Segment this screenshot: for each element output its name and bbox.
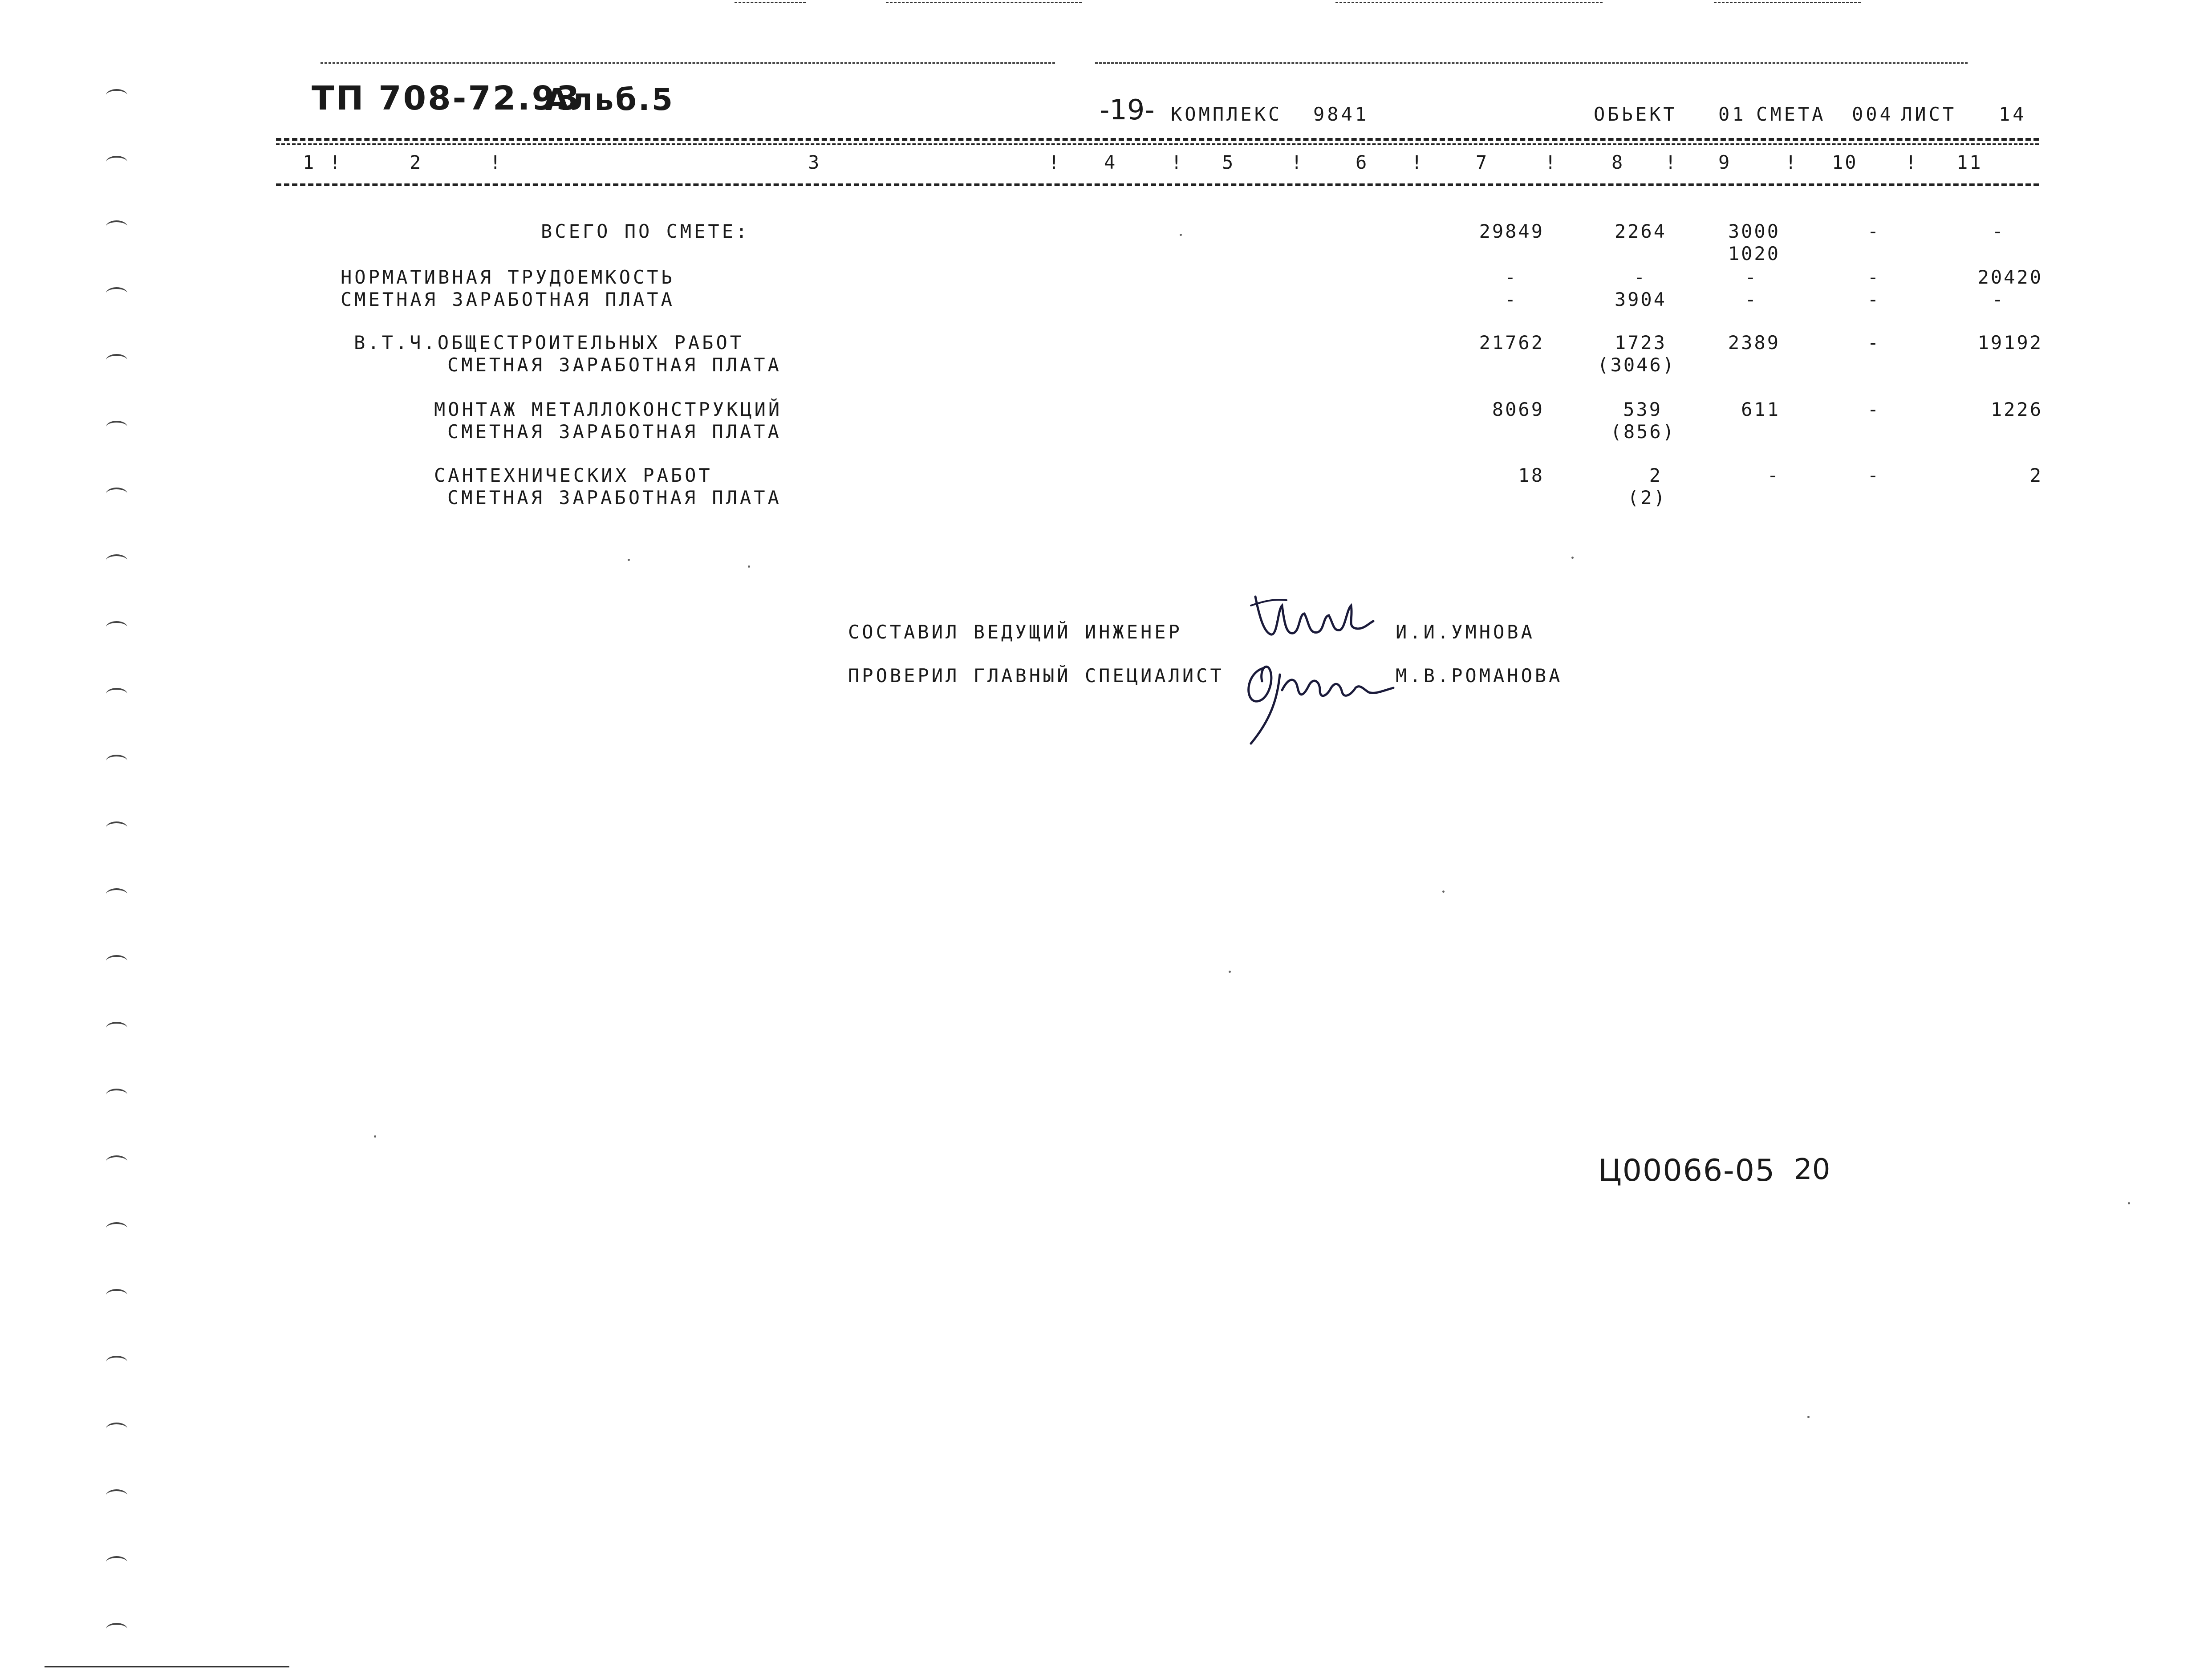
col-sep: ! xyxy=(1411,151,1423,173)
complex-value: 9841 xyxy=(1313,103,1369,125)
row-general-c10: - xyxy=(1867,332,1880,354)
row-metal-label: МОНТАЖ МЕТАЛЛОКОНСТРУКЦИЙ xyxy=(434,398,783,420)
row-metal-c8: 539 xyxy=(1623,398,1662,420)
row-labor-c9: - xyxy=(1745,266,1758,288)
punch-hole-mark xyxy=(106,1089,127,1101)
col-header-11: 11 xyxy=(1956,151,1983,173)
scan-speck xyxy=(628,559,630,561)
punch-hole-mark xyxy=(106,888,127,901)
punch-hole-mark xyxy=(106,89,127,102)
row-total-c7: 29849 xyxy=(1479,220,1544,242)
col-header-7: 7 xyxy=(1476,151,1489,173)
punch-hole-mark xyxy=(106,488,127,500)
col-sep: ! xyxy=(1171,151,1182,173)
punch-hole-mark xyxy=(106,688,127,700)
col-header-3: 3 xyxy=(808,151,821,173)
row-wage-c7: - xyxy=(1504,289,1518,310)
punch-hole-mark xyxy=(106,1289,127,1301)
row-wage-c10: - xyxy=(1867,289,1880,310)
row-total-label: ВСЕГО ПО СМЕТЕ: xyxy=(541,220,750,242)
edge-rule-3 xyxy=(1335,2,1603,3)
footer-number: 20 xyxy=(1794,1153,1830,1186)
row-wage-label: СМЕТНАЯ ЗАРАБОТНАЯ ПЛАТА xyxy=(341,289,675,310)
row-general-c7: 21762 xyxy=(1479,332,1544,354)
row-labor-label: НОРМАТИВНАЯ ТРУДОЕМКОСТЬ xyxy=(341,266,675,288)
punch-hole-mark xyxy=(106,354,127,366)
checked-label: ПРОВЕРИЛ ГЛАВНЫЙ СПЕЦИАЛИСТ xyxy=(848,665,1224,687)
scan-speck xyxy=(748,565,750,568)
row-general-c11: 19192 xyxy=(1977,332,2043,354)
checked-name: М.В.РОМАНОВА xyxy=(1396,665,1563,687)
edge-rule-2 xyxy=(886,2,1082,3)
header-rule-bottom xyxy=(276,183,2039,186)
signature-umnova xyxy=(1246,579,1380,650)
row-labor-c8: - xyxy=(1633,266,1647,288)
sheet-label: ЛИСТ xyxy=(1901,103,1957,125)
signature-romanova xyxy=(1238,650,1398,748)
scan-speck xyxy=(1229,971,1231,973)
object-value: 01 xyxy=(1718,103,1746,125)
header-rule-top-2 xyxy=(276,143,2039,145)
row-wage-c11: - xyxy=(1992,289,2005,310)
col-sep: ! xyxy=(329,151,341,173)
row-metal-c8b: (856) xyxy=(1610,421,1676,443)
row-total-c11: - xyxy=(1992,220,2005,242)
edge-rule-4 xyxy=(1714,2,1861,3)
punch-hole-mark xyxy=(106,1623,127,1635)
row-labor-c10: - xyxy=(1867,266,1880,288)
edge-rule-1 xyxy=(735,2,806,3)
scan-speck xyxy=(374,1135,376,1138)
row-metal-c10: - xyxy=(1867,398,1880,420)
col-header-8: 8 xyxy=(1611,151,1625,173)
col-sep: ! xyxy=(1905,151,1917,173)
album-label: Альб.5 xyxy=(545,82,675,118)
row-metal-c9: 611 xyxy=(1741,398,1780,420)
row-general-c9: 2389 xyxy=(1728,332,1780,354)
row-plumb-c11: 2 xyxy=(2029,464,2043,486)
col-header-10: 10 xyxy=(1832,151,1858,173)
row-metal-c11: 1226 xyxy=(1990,398,2043,420)
punch-hole-mark xyxy=(106,1022,127,1034)
footer-code: Ц00066-05 xyxy=(1598,1153,1776,1188)
row-plumb-c10: - xyxy=(1867,464,1880,486)
row-plumb-c7: 18 xyxy=(1518,464,1544,486)
row-total-c8: 2264 xyxy=(1614,220,1667,242)
row-labor-c11: 20420 xyxy=(1977,266,2043,288)
compiled-name: И.И.УМНОВА xyxy=(1396,621,1535,643)
col-sep: ! xyxy=(1048,151,1060,173)
scan-speck xyxy=(1180,234,1182,236)
col-header-4: 4 xyxy=(1104,151,1117,173)
row-plumb-sub: СМЕТНАЯ ЗАРАБОТНАЯ ПЛАТА xyxy=(447,487,782,508)
punch-hole-mark xyxy=(106,1423,127,1435)
col-sep: ! xyxy=(1291,151,1303,173)
compiled-label: СОСТАВИЛ ВЕДУЩИЙ ИНЖЕНЕР xyxy=(848,621,1182,643)
row-general-c8b: (3046) xyxy=(1597,354,1676,376)
row-labor-c7: - xyxy=(1504,266,1518,288)
punch-hole-mark xyxy=(106,1155,127,1168)
top-rule-2 xyxy=(1095,62,1968,64)
punch-hole-mark xyxy=(106,1556,127,1569)
header-rule-top xyxy=(276,138,2039,141)
punch-hole-mark xyxy=(106,955,127,968)
punch-hole-mark xyxy=(106,554,127,567)
punch-hole-mark xyxy=(106,821,127,834)
scan-speck xyxy=(1571,557,1574,559)
page-mark: -19- xyxy=(1100,94,1155,126)
row-plumb-c8: 2 xyxy=(1649,464,1662,486)
row-wage-c9: - xyxy=(1745,289,1758,310)
punch-hole-mark xyxy=(106,421,127,433)
col-header-1: 1 xyxy=(303,151,316,173)
row-total-c9b: 1020 xyxy=(1728,243,1780,264)
row-metal-c7: 8069 xyxy=(1492,398,1544,420)
punch-hole-mark xyxy=(106,1489,127,1502)
row-plumb-c9: - xyxy=(1767,464,1780,486)
row-wage-c8: 3904 xyxy=(1614,289,1667,310)
col-sep: ! xyxy=(1785,151,1797,173)
scan-speck xyxy=(2128,1202,2130,1204)
top-rule-1 xyxy=(321,62,1055,64)
row-total-c10: - xyxy=(1867,220,1880,242)
row-plumb-c8b: (2) xyxy=(1628,487,1667,508)
col-header-2: 2 xyxy=(410,151,423,173)
punch-hole-mark xyxy=(106,220,127,233)
scan-speck xyxy=(1807,1416,1810,1418)
scan-speck xyxy=(1442,890,1445,893)
col-header-9: 9 xyxy=(1718,151,1732,173)
row-general-c8: 1723 xyxy=(1614,332,1667,354)
row-plumb-label: САНТЕХНИЧЕСКИХ РАБОТ xyxy=(434,464,713,486)
punch-hole-mark xyxy=(106,621,127,634)
col-header-6: 6 xyxy=(1356,151,1369,173)
complex-label: КОМПЛЕКС xyxy=(1171,103,1283,125)
col-sep: ! xyxy=(490,151,501,173)
object-label: ОБЬЕКТ xyxy=(1594,103,1677,125)
sheet-value: 14 xyxy=(1999,103,2027,125)
col-sep: ! xyxy=(1545,151,1556,173)
row-general-sub: СМЕТНАЯ ЗАРАБОТНАЯ ПЛАТА xyxy=(447,354,782,376)
doc-code: ТП 708-72.93 xyxy=(312,79,581,118)
col-header-5: 5 xyxy=(1222,151,1235,173)
punch-hole-mark xyxy=(106,287,127,300)
punch-hole-mark xyxy=(106,1356,127,1368)
bottom-edge-rule xyxy=(45,1666,289,1667)
estimate-label: СМЕТА xyxy=(1756,103,1826,125)
estimate-value: 004 xyxy=(1852,103,1894,125)
punch-hole-mark xyxy=(106,755,127,767)
punch-hole-mark xyxy=(106,156,127,168)
punch-hole-mark xyxy=(106,1222,127,1235)
row-metal-sub: СМЕТНАЯ ЗАРАБОТНАЯ ПЛАТА xyxy=(447,421,782,443)
row-total-c9: 3000 xyxy=(1728,220,1780,242)
row-general-label: В.Т.Ч.ОБЩЕСТРОИТЕЛЬНЫХ РАБОТ xyxy=(354,332,744,354)
col-sep: ! xyxy=(1665,151,1676,173)
